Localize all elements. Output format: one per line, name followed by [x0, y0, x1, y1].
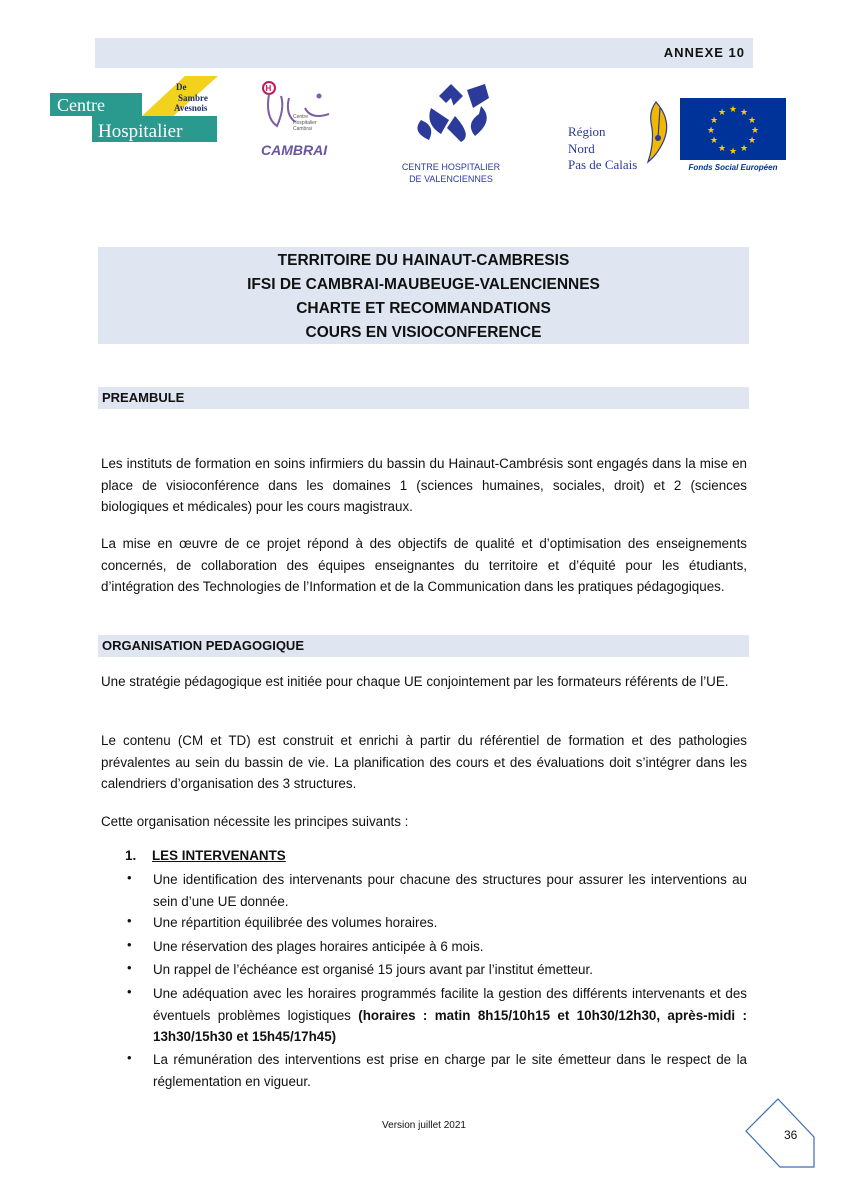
list-heading [125, 848, 286, 863]
section-preambule-heading: PREAMBULE [102, 390, 185, 405]
list-item-adequation-horaires: (horaires : matin 8h15/10h15 et 10h30/12h30, après-midi : 13h30/15h30 et 15h45/17h45) [153, 1007, 747, 1044]
footer-version: Version juillet 2021 [382, 1120, 466, 1131]
bullet-icon: • [127, 913, 132, 928]
list-item-repartition: Une répartition équilibrée des volumes horaires. [153, 915, 438, 930]
centre-hospitalier-sambre-avesnois-logo [50, 76, 218, 144]
bullet-icon: • [127, 937, 132, 952]
cambrai-logo-name: CAMBRAI [261, 142, 328, 158]
svg-text:★: ★ [747, 136, 757, 146]
paragraph-objectives: La mise en œuvre de ce projet répond à des objectifs de qualité et d’optimisation des enseignements concernés, de collaboration des équipes enseignantes du territoire et d’équité pour les étudiants, d’intégration des Technologies de l’Information et de la Communication dans les pratiques pédagogiques. [101, 536, 747, 594]
region-logo-line1: Région [568, 124, 606, 139]
centre-hospitalier-cambrai-logo [255, 78, 341, 160]
svg-text:★: ★ [706, 126, 716, 136]
svg-text:★: ★ [728, 147, 738, 157]
svg-text:★: ★ [739, 144, 749, 154]
svg-text:★: ★ [728, 105, 738, 115]
list-item-remuneration: La rémunération des interventions est prise en charge par le site émetteur dans le respect de la réglementation en vigueur. [153, 1052, 747, 1089]
cambrai-logo-small3: Cambrai [293, 126, 312, 132]
svg-text:★: ★ [709, 116, 719, 126]
list-item-adequation [153, 983, 747, 1048]
title-line-2: IFSI DE CAMBRAI-MAUBEUGE-VALENCIENNES [247, 276, 600, 293]
list-heading-label: LES INTERVENANTS [152, 848, 286, 863]
annex-label: ANNEXE 10 [663, 45, 745, 60]
centre-hospitalier-valenciennes-logo [395, 80, 507, 184]
bullet-icon: • [127, 870, 132, 885]
section-preambule [98, 387, 749, 409]
paragraph-intro: Les instituts de formation en soins infirmiers du bassin du Hainaut-Cambrésis sont engagés dans la mise en place de visioconférence dans les domaines 1 (sciences humaines, sociales, droit) et 2 (sciences biologiques et médicales) pour les cours magistraux. [101, 456, 747, 514]
svg-text:H: H [265, 84, 272, 93]
svg-text:★: ★ [709, 136, 719, 146]
svg-text:★: ★ [717, 144, 727, 154]
svg-text:★: ★ [717, 108, 727, 118]
paragraph-principes: Cette organisation nécessite les principes suivants : [101, 814, 409, 829]
csa-logo-line2: Hospitalier [98, 121, 183, 142]
list-item-rappel: Un rappel de l’échéance est organisé 15 jours avant par l’institut émetteur. [153, 962, 593, 977]
page-number: 36 [784, 1128, 798, 1142]
svg-text:★: ★ [739, 108, 749, 118]
section-organisation [98, 635, 749, 657]
svg-text:★: ★ [750, 126, 760, 136]
csa-logo-line1: Centre [57, 95, 105, 115]
cambrai-logo-small2: Hospitalier [293, 120, 317, 126]
bullet-icon: • [127, 1050, 132, 1065]
region-nord-pas-de-calais-logo [568, 98, 680, 174]
section-organisation-heading: ORGANISATION PEDAGOGIQUE [102, 638, 304, 653]
title-line-3: CHARTE ET RECOMMANDATIONS [296, 300, 551, 317]
list-number: 1. [125, 848, 137, 863]
eu-logo-caption: Fonds Social Européen [688, 163, 778, 172]
csa-logo-sambre: Sambre [178, 93, 208, 103]
region-logo-line3: Pas de Calais [568, 157, 638, 172]
list-item-adequation-text: Une adéquation avec les horaires programmés facilite la gestion des différents intervenants et des éventuels problèmes logistiques [153, 986, 747, 1023]
region-logo-line2: Nord [568, 141, 595, 156]
bullet-icon: • [127, 984, 132, 999]
eu-fonds-social-europeen-logo [680, 98, 786, 172]
bullet-icon: • [127, 960, 132, 975]
csa-logo-avesnois: Avesnois [174, 103, 208, 113]
list-item-reservation: Une réservation des plages horaires anticipée à 6 mois. [153, 939, 484, 954]
page-number-badge [744, 1097, 816, 1169]
list-item-identification: Une identification des intervenants pour chacune des structures pour assurer les interventions au sein d’une UE donnée. [153, 872, 747, 909]
csa-logo-de: De [176, 82, 187, 92]
title-line-4: COURS EN VISIOCONFERENCE [305, 324, 542, 341]
svg-text:★: ★ [747, 116, 757, 126]
annex-header-bar [95, 38, 753, 68]
paragraph-contenu: Le contenu (CM et TD) est construit et enrichi à partir du référentiel de formation et des pathologies prévalentes au sein du bassin de vie. La planification des cours et des évaluations doit s’intégrer dans les calendriers d’organisation des 3 structures. [101, 733, 747, 791]
valenciennes-logo-line2: DE VALENCIENNES [409, 174, 493, 184]
cambrai-logo-small1: Centre [293, 114, 309, 120]
document-title-block [98, 247, 749, 344]
paragraph-strategie: Une stratégie pédagogique est initiée pour chaque UE conjointement par les formateurs référents de l’UE. [101, 674, 729, 689]
title-line-1: TERRITOIRE DU HAINAUT-CAMBRESIS [277, 252, 570, 269]
valenciennes-logo-line1: CENTRE HOSPITALIER [401, 162, 501, 172]
